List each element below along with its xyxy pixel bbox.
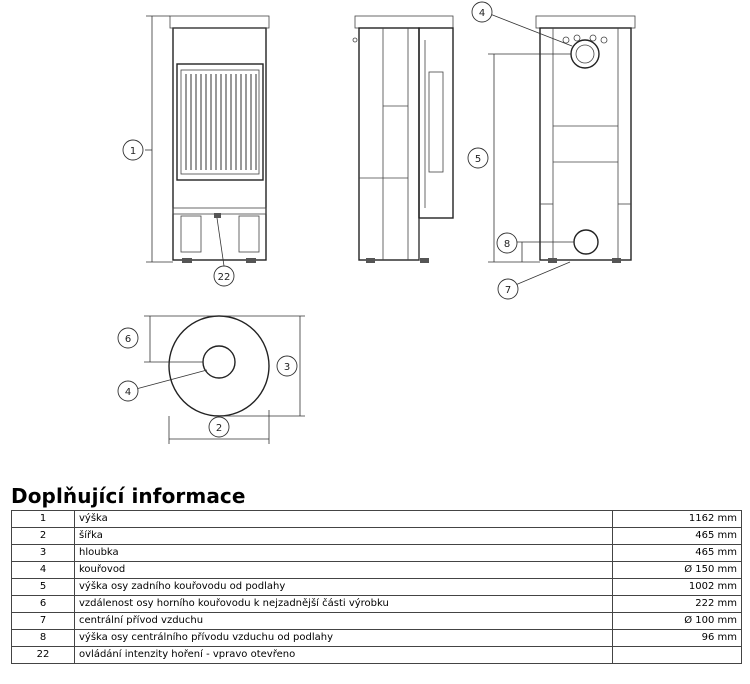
row-number: 5 xyxy=(12,579,75,596)
svg-text:6: 6 xyxy=(124,334,132,345)
svg-text:5: 5 xyxy=(474,154,482,165)
row-label: výška osy zadního kouřovodu od podlahy xyxy=(75,579,613,596)
row-value: 96 mm xyxy=(613,630,742,647)
callout-5 xyxy=(468,148,488,168)
svg-text:4: 4 xyxy=(478,8,486,19)
table-row xyxy=(12,545,742,562)
row-label: ovládání intenzity hoření - vpravo otevřeno xyxy=(75,647,613,664)
table-row xyxy=(12,596,742,613)
row-number: 7 xyxy=(12,613,75,630)
callout-1 xyxy=(123,140,143,160)
section-title: Doplňující informace xyxy=(11,484,246,508)
row-label: kouřovod xyxy=(75,562,613,579)
fire-window-grille xyxy=(186,74,256,170)
table-row xyxy=(12,630,742,647)
table-row xyxy=(12,613,742,630)
svg-text:22: 22 xyxy=(217,272,231,283)
row-value: 1002 mm xyxy=(613,579,742,596)
spec-table xyxy=(11,510,742,664)
svg-text:4: 4 xyxy=(124,387,132,398)
callout-7 xyxy=(498,279,518,299)
row-label: hloubka xyxy=(75,545,613,562)
callout-4-top xyxy=(118,381,138,401)
row-value xyxy=(613,647,742,664)
svg-text:8: 8 xyxy=(503,239,511,250)
row-number: 6 xyxy=(12,596,75,613)
row-label: výška xyxy=(75,511,613,528)
table-row xyxy=(12,511,742,528)
row-value: Ø 100 mm xyxy=(613,613,742,630)
callout-22 xyxy=(214,266,234,286)
callout-4-rear xyxy=(472,2,492,22)
row-number: 1 xyxy=(12,511,75,528)
callout-3 xyxy=(277,356,297,376)
row-number: 22 xyxy=(12,647,75,664)
table-row xyxy=(12,647,742,664)
row-number: 3 xyxy=(12,545,75,562)
row-value: 1162 mm xyxy=(613,511,742,528)
table-row xyxy=(12,528,742,545)
row-value: Ø 150 mm xyxy=(613,562,742,579)
row-number: 4 xyxy=(12,562,75,579)
svg-text:3: 3 xyxy=(283,362,291,373)
row-number: 2 xyxy=(12,528,75,545)
svg-text:2: 2 xyxy=(215,423,223,434)
svg-text:7: 7 xyxy=(504,285,512,296)
row-number: 8 xyxy=(12,630,75,647)
row-label: vzdálenost osy horního kouřovodu k nejzadnější části výrobku xyxy=(75,596,613,613)
callout-2 xyxy=(209,417,229,437)
table-row xyxy=(12,562,742,579)
front-view xyxy=(145,16,269,266)
row-value: 465 mm xyxy=(613,545,742,562)
row-label: centrální přívod vzduchu xyxy=(75,613,613,630)
callout-8 xyxy=(497,233,517,253)
row-label: šířka xyxy=(75,528,613,545)
row-label: výška osy centrálního přívodu vzduchu od podlahy xyxy=(75,630,613,647)
row-value: 465 mm xyxy=(613,528,742,545)
callout-6 xyxy=(118,328,138,348)
side-view xyxy=(353,16,453,263)
svg-text:1: 1 xyxy=(129,146,137,157)
row-value: 222 mm xyxy=(613,596,742,613)
table-row xyxy=(12,579,742,596)
